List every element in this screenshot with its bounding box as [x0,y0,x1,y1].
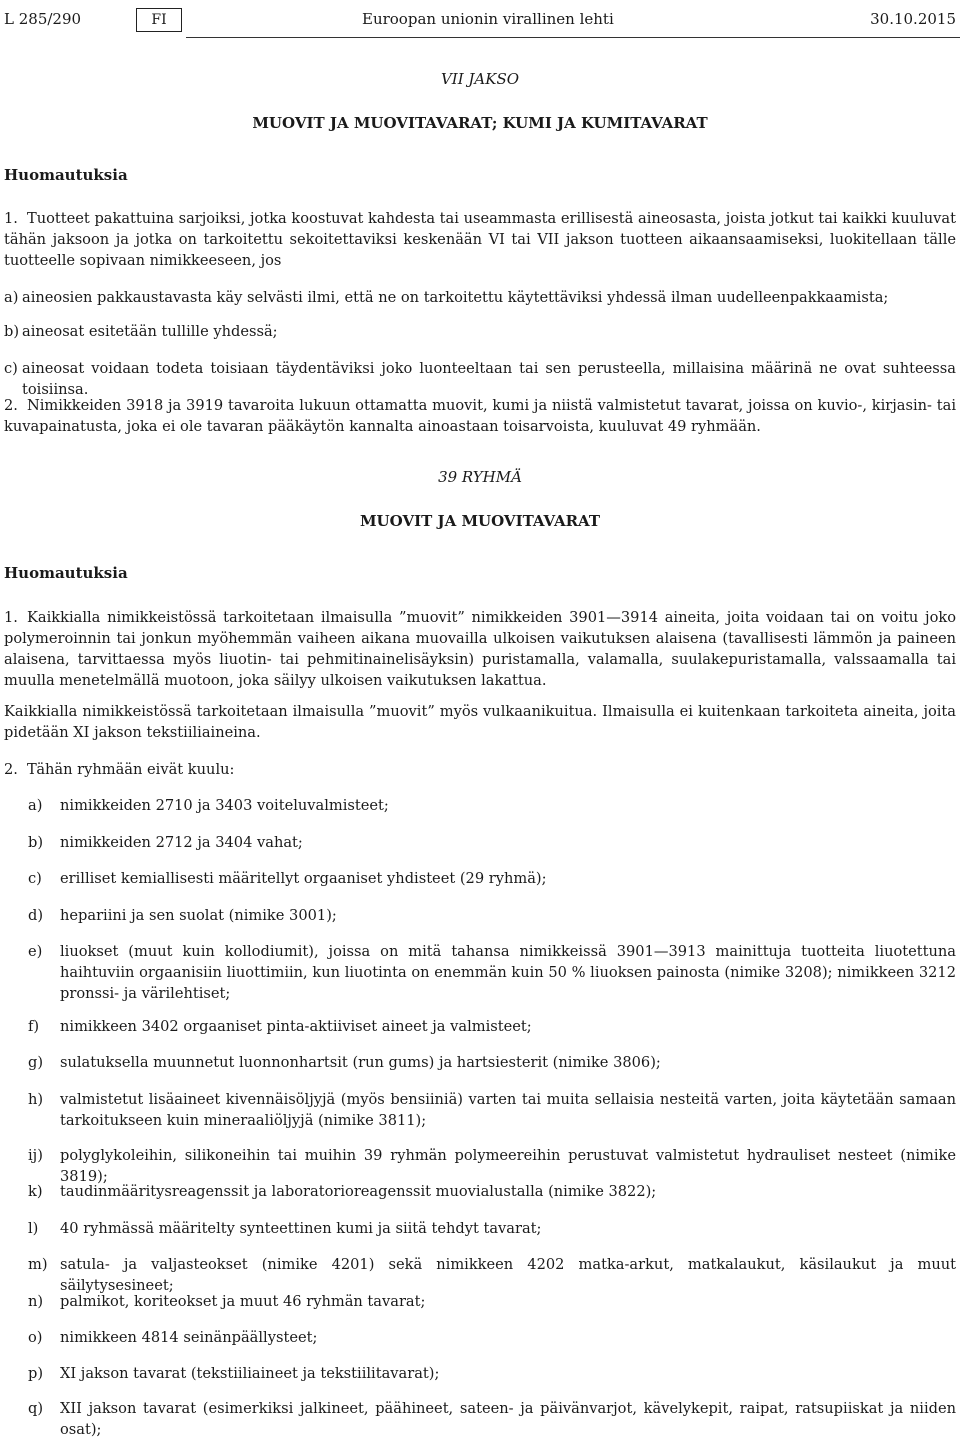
exclusion-item-ij: polyglykoleihin, silikoneihin tai muihin 39 ryhmän polymeereihin perustuvat valmistetut hydrauliset nesteet (nimike 3819); [60,1147,956,1185]
section-note-2-number: 2. [4,397,18,414]
exclusion-item-h: valmistetut lisäaineet kivennäisöljyjä (myös bensiiniä) varten tai muita sellaisia nesteitä varten, joita käytetään samaan tarkoitukseen kuin mineraaliöljyjä (nimike 3811); [60,1091,956,1129]
exclusion-item-k: taudinmääritysreagenssit ja laboratorioreagenssit muovialustalla (nimike 3822); [60,1183,657,1200]
page-reference: L 285/290 [4,10,82,28]
exclusion-item-o-label: o) [28,1329,43,1346]
section-notes-heading: Huomautuksia [4,166,128,184]
exclusion-item-q: XII jakson tavarat (esimerkiksi jalkineet, päähineet, sateen- ja päivänvarjot, kävelykepit, raipat, ratsupiiskat ja niiden osat); [60,1400,956,1438]
section-number: VII JAKSO [440,70,520,88]
exclusion-item-b: nimikkeiden 2712 ja 3404 vahat; [60,834,303,851]
section-title: MUOVIT JA MUOVITAVARAT; KUMI JA KUMITAVARAT [252,114,708,132]
exclusion-item-m-label: m) [28,1256,48,1273]
chapter-note-1-number: 1. [4,609,18,626]
exclusion-item-f-label: f) [28,1018,40,1035]
journal-title: Euroopan unionin virallinen lehti [362,10,614,28]
chapter-note-1-text: Kaikkialla nimikkeistössä tarkoitetaan ilmaisulla ”muovit” nimikkeiden 3901—3914 aineita, joita voidaan tai on voitu joko polymeroinnin tai jonkun myöhemmän vaiheen aikana muovailla ulkoisen vaikutuksen alaisena (tavallisesti lämmön ja paineen alaisena, tarvittaessa myös liuotin- tai pehmitinainelisäyksin) puristamalla, valamalla, suulakepuristamalla, valssaamalla tai muulla menetelmällä muotoon, joka säilyy ulkoisen vaikutuksen lakattua. [4,609,956,689]
chapter-note-1-para-2: Kaikkialla nimikkeistössä tarkoitetaan ilmaisulla ”muovit” myös vulkaanikuitua. Ilmaisulla ei kuitenkaan tarkoiteta aineita, joita pidetään XI jakson tekstiiliaineina. [4,703,956,741]
exclusion-item-h-label: h) [28,1091,44,1108]
exclusion-item-o: nimikkeen 4814 seinänpäällysteet; [60,1329,318,1346]
language-code-box: FI [136,8,182,32]
exclusion-item-l: 40 ryhmässä määritelty synteettinen kumi ja siitä tehdyt tavarat; [60,1220,542,1237]
exclusion-item-f: nimikkeen 3402 orgaaniset pinta-aktiiviset aineet ja valmisteet; [60,1018,532,1035]
exclusion-item-p-label: p) [28,1365,44,1382]
exclusion-item-g: sulatuksella muunnetut luonnonhartsit (run gums) ja hartsiesterit (nimike 3806); [60,1054,661,1071]
section-note-1-item-c-label: c) [4,360,18,377]
section-note-1-item-b-label: b) [4,323,20,340]
section-note-1-item-c: aineosat voidaan todeta toisiaan täydentäviksi joko luonteeltaan tai sen perusteella, millaisina määrinä ne ovat suhteessa toisiinsa. [22,360,956,398]
section-note-1-item-b: aineosat esitetään tullille yhdessä; [22,323,278,340]
page-header [0,8,960,32]
section-note-1-text: Tuotteet pakattuina sarjoiksi, jotka koostuvat kahdesta tai useammasta erillisestä aineosasta, joista jotkut tai kaikki kuuluvat tähän jaksoon ja jotka on tarkoitettu sekoitettaviksi keskenään VI tai VII jakson tuotteen aikaansaamiseksi, luokitellaan tälle tuotteelle sopivaan nimikkeeseen, jos [4,210,956,269]
exclusion-item-c: erilliset kemiallisesti määritellyt orgaaniset yhdisteet (29 ryhmä); [60,870,547,887]
exclusion-item-n: palmikot, koriteokset ja muut 46 ryhmän tavarat; [60,1293,426,1310]
exclusion-item-a: nimikkeiden 2710 ja 3403 voiteluvalmisteet; [60,797,389,814]
exclusion-item-b-label: b) [28,834,44,851]
exclusion-item-c-label: c) [28,870,42,887]
chapter-notes-heading: Huomautuksia [4,564,128,582]
chapter-number: 39 RYHMÄ [438,468,522,486]
exclusion-item-l-label: l) [28,1220,39,1237]
header-rule [186,37,960,38]
exclusion-item-m: satula- ja valjasteokset (nimike 4201) sekä nimikkeen 4202 matka-arkut, matkalaukut, käsilaukut ja muut säilytysesineet; [60,1256,956,1294]
exclusion-item-q-label: q) [28,1400,44,1417]
chapter-note-2-number: 2. [4,761,18,778]
chapter-note-2-text: Tähän ryhmään eivät kuulu: [27,761,235,778]
section-note-2-text: Nimikkeiden 3918 ja 3919 tavaroita lukuun ottamatta muovit, kumi ja niistä valmistetut tavarat, joissa on kuvio-, kirjasin- tai kuvapainatusta, joka ei ole tavaran pääkäytön kannalta ainoastaan toisarvoista, kuuluvat 49 ryhmään. [4,397,956,435]
exclusion-item-n-label: n) [28,1293,44,1310]
exclusion-item-g-label: g) [28,1054,44,1071]
exclusion-item-p: XI jakson tavarat (tekstiiliaineet ja tekstiilitavarat); [60,1365,440,1382]
publication-date: 30.10.2015 [870,10,956,28]
section-note-1-number: 1. [4,210,18,227]
chapter-title: MUOVIT JA MUOVITAVARAT [359,512,601,530]
section-note-1-item-a: aineosien pakkaustavasta käy selvästi ilmi, että ne on tarkoitettu käytettäviksi yhdessä ilman uudelleenpakkaamista; [22,289,889,306]
exclusion-item-e: liuokset (muut kuin kollodiumit), joissa on mitä tahansa nimikkeissä 3901—3913 mainittuja tuotteita liuotettuna haihtuviin orgaanisiin liuottimiin, kun liuotinta on enemmän kuin 50 % liuoksen painosta (nimike 3208); nimikkeen 3212 pronssi- ja värilehtiset; [60,943,956,1002]
exclusion-item-e-label: e) [28,943,43,960]
exclusion-item-d-label: d) [28,907,44,924]
exclusion-item-ij-label: ij) [28,1147,43,1164]
section-note-1-item-a-label: a) [4,289,19,306]
exclusion-item-a-label: a) [28,797,43,814]
exclusion-item-k-label: k) [28,1183,43,1200]
exclusion-item-d: hepariini ja sen suolat (nimike 3001); [60,907,337,924]
